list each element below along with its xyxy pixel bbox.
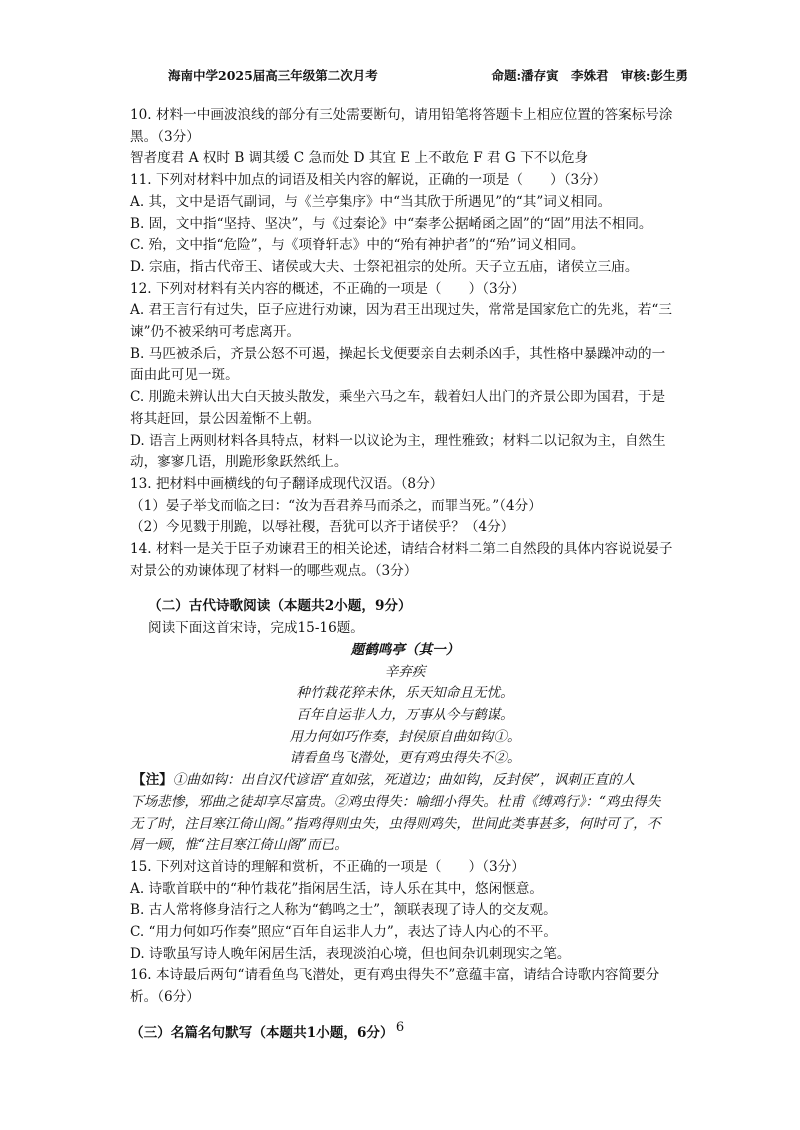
poem-title: 题鹤鸣亭（其一） <box>350 641 460 658</box>
q15-option-d: D. 诗歌虽写诗人晚年闲居生活，表现淡泊心境，但也间杂讥刺现实之笔。 <box>130 945 571 962</box>
q10-options: 智者度君 A 权时 B 调其缓 C 急而处 D 其宜 E 上不敢危 F 君 G 下不以危身 <box>130 150 589 167</box>
header-reviewer: 审核:彭生勇 <box>620 68 688 83</box>
q11-option-b: B. 固，文中指“坚持、坚决”，与《过秦论》中“秦孝公据崤函之固”的“固”用法不相同。 <box>130 215 653 232</box>
page-number: 6 <box>395 1020 405 1035</box>
poem-line-2: 百年自运非人力，万事从今与鹤谋。 <box>296 706 514 723</box>
poem-note-2: 下场悲惨，邪曲之徒却享尽富贵。②鸡虫得失：喻细小得失。杜甫《缚鸡行》：“鸡虫得失 <box>130 793 661 810</box>
q16-stem-cont: 析。（6分） <box>130 989 200 1006</box>
page-header <box>168 66 688 84</box>
poem-line-4: 请看鱼鸟飞潜处，更有鸡虫得失不②。 <box>289 750 521 767</box>
q11-option-d: D. 宗庙，指古代帝王、诸侯或大夫、士祭祀祖宗的处所。天子立五庙，诸侯立三庙。 <box>130 258 639 275</box>
q15-stem: 15. 下列对这首诗的理解和赏析，不正确的一项是（ ）（3分） <box>130 858 525 875</box>
q15-option-b: B. 古人常将修身洁行之人称为“鹤鸣之士”，颔联表现了诗人的交友观。 <box>130 902 557 919</box>
header-author: 命题:潘存寅 <box>491 68 559 83</box>
poem-note <box>130 770 680 792</box>
q15-option-c: C. “用力何如巧作奏”照应“百年自运非人力”，表达了诗人内心的不平。 <box>130 924 557 941</box>
poem-line-3: 用力何如巧作奏，封侯原自曲如钩①。 <box>289 728 521 745</box>
q12-stem: 12. 下列对材料有关内容的概述，不正确的一项是（ ）（3分） <box>130 280 525 297</box>
q14-stem: 14. 材料一是关于臣子劝谏君王的相关论述，请结合材料二第二自然段的具体内容说说晏子 <box>130 541 673 558</box>
q12-option-a-cont: 谏”仍不被采纳可考虑离开。 <box>130 324 301 341</box>
q12-option-c-cont: 将其赶回，景公因羞惭不上朝。 <box>130 410 321 427</box>
q13-sub-2: （2）今见戮于刖跪，以辱社稷，吾犹可以齐于诸侯乎？（4分） <box>130 519 515 536</box>
note-text-1: ①曲如钩：出自汉代谚语“直如弦，死道边；曲如钩，反封侯”，讽刺正直的人 <box>172 772 636 789</box>
q12-option-b: B. 马匹被杀后，齐景公怒不可遏，操起长戈便要亲自去刺杀凶手，其性格中暴躁冲动的一 <box>130 345 666 362</box>
q12-option-d-cont: 动，寥寥几语，刖跪形象跃然纸上。 <box>130 454 348 471</box>
q10-text-cont: 黑。（3分） <box>130 128 200 145</box>
q12-option-a: A. 君王言行有过失，臣子应进行劝谏，因为君王出现过失，常常是国家危亡的先兆，若“三 <box>130 302 672 319</box>
q10-text: 10. 材料一中画波浪线的部分有三处需要断句，请用铅笔将答题卡上相应位置的答案标号涂 <box>130 107 673 123</box>
dictation-section-heading: （三）名篇名句默写（本题共1小题，6分） <box>130 1024 394 1041</box>
q15-option-a: A. 诗歌首联中的“种竹栽花”指闲居生活，诗人乐在其中，悠闲惬意。 <box>130 880 543 897</box>
poem-author: 辛弃疾 <box>384 663 426 680</box>
poem-note-3: 无了时，注目寒江倚山阁。”指鸡得则虫失，虫得则鸡失，世间此类事甚多，何时可了，不 <box>130 815 661 832</box>
poem-line-1: 种竹栽花猝未休，乐天知命且无忧。 <box>296 685 514 702</box>
q14-stem-cont: 对景公的劝谏体现了材料一的哪些观点。（3分） <box>130 562 418 579</box>
q11-stem: 11. 下列对材料中加点的词语及相关内容的解说，正确的一项是（ ）（3分） <box>130 172 607 189</box>
poetry-section-heading: （二）古代诗歌阅读（本题共2小题，9分） <box>148 598 412 615</box>
page-content <box>130 105 680 1045</box>
header-school: 海南中学2025届高三年级第二次月考 <box>168 68 378 83</box>
q12-option-b-cont: 面由此可见一斑。 <box>130 367 239 384</box>
header-credits <box>484 66 688 84</box>
q16-stem: 16. 本诗最后两句“请看鱼鸟飞潜处，更有鸡虫得失不”意蕴丰富，请结合诗歌内容简要分 <box>130 967 660 984</box>
header-coauthor: 李姝君 <box>571 68 609 83</box>
q12-option-c: C. 刖跪未辨认出大白天披头散发，乘坐六马之车，载着妇人出门的齐景公即为国君，于是 <box>130 389 666 406</box>
q13-stem: 13. 把材料中画横线的句子翻译成现代汉语。（8分） <box>130 475 444 492</box>
q12-option-d: D. 语言上两则材料各具特点，材料一以议论为主，理性雅致；材料二以记叙为主，自然生 <box>130 432 666 449</box>
q13-sub-1: （1）晏子举戈而临之曰：“汝为吾君养马而杀之，而罪当死。”（4分） <box>130 497 542 514</box>
q11-option-c: C. 殆，文中指“危险”，与《项脊轩志》中的“殆有神护者”的“殆”词义相同。 <box>130 237 585 254</box>
note-label: 【注】 <box>132 772 173 789</box>
poetry-intro: 阅读下面这首宋诗，完成15-16题。 <box>148 620 364 637</box>
q11-option-a: A. 其，文中是语气副词，与《兰亭集序》中“当其欣于所遇见”的“其”词义相同。 <box>130 193 612 210</box>
poem-note-4: 屑一顾，惟“注目寒江倚山阁”而已。 <box>130 837 348 854</box>
